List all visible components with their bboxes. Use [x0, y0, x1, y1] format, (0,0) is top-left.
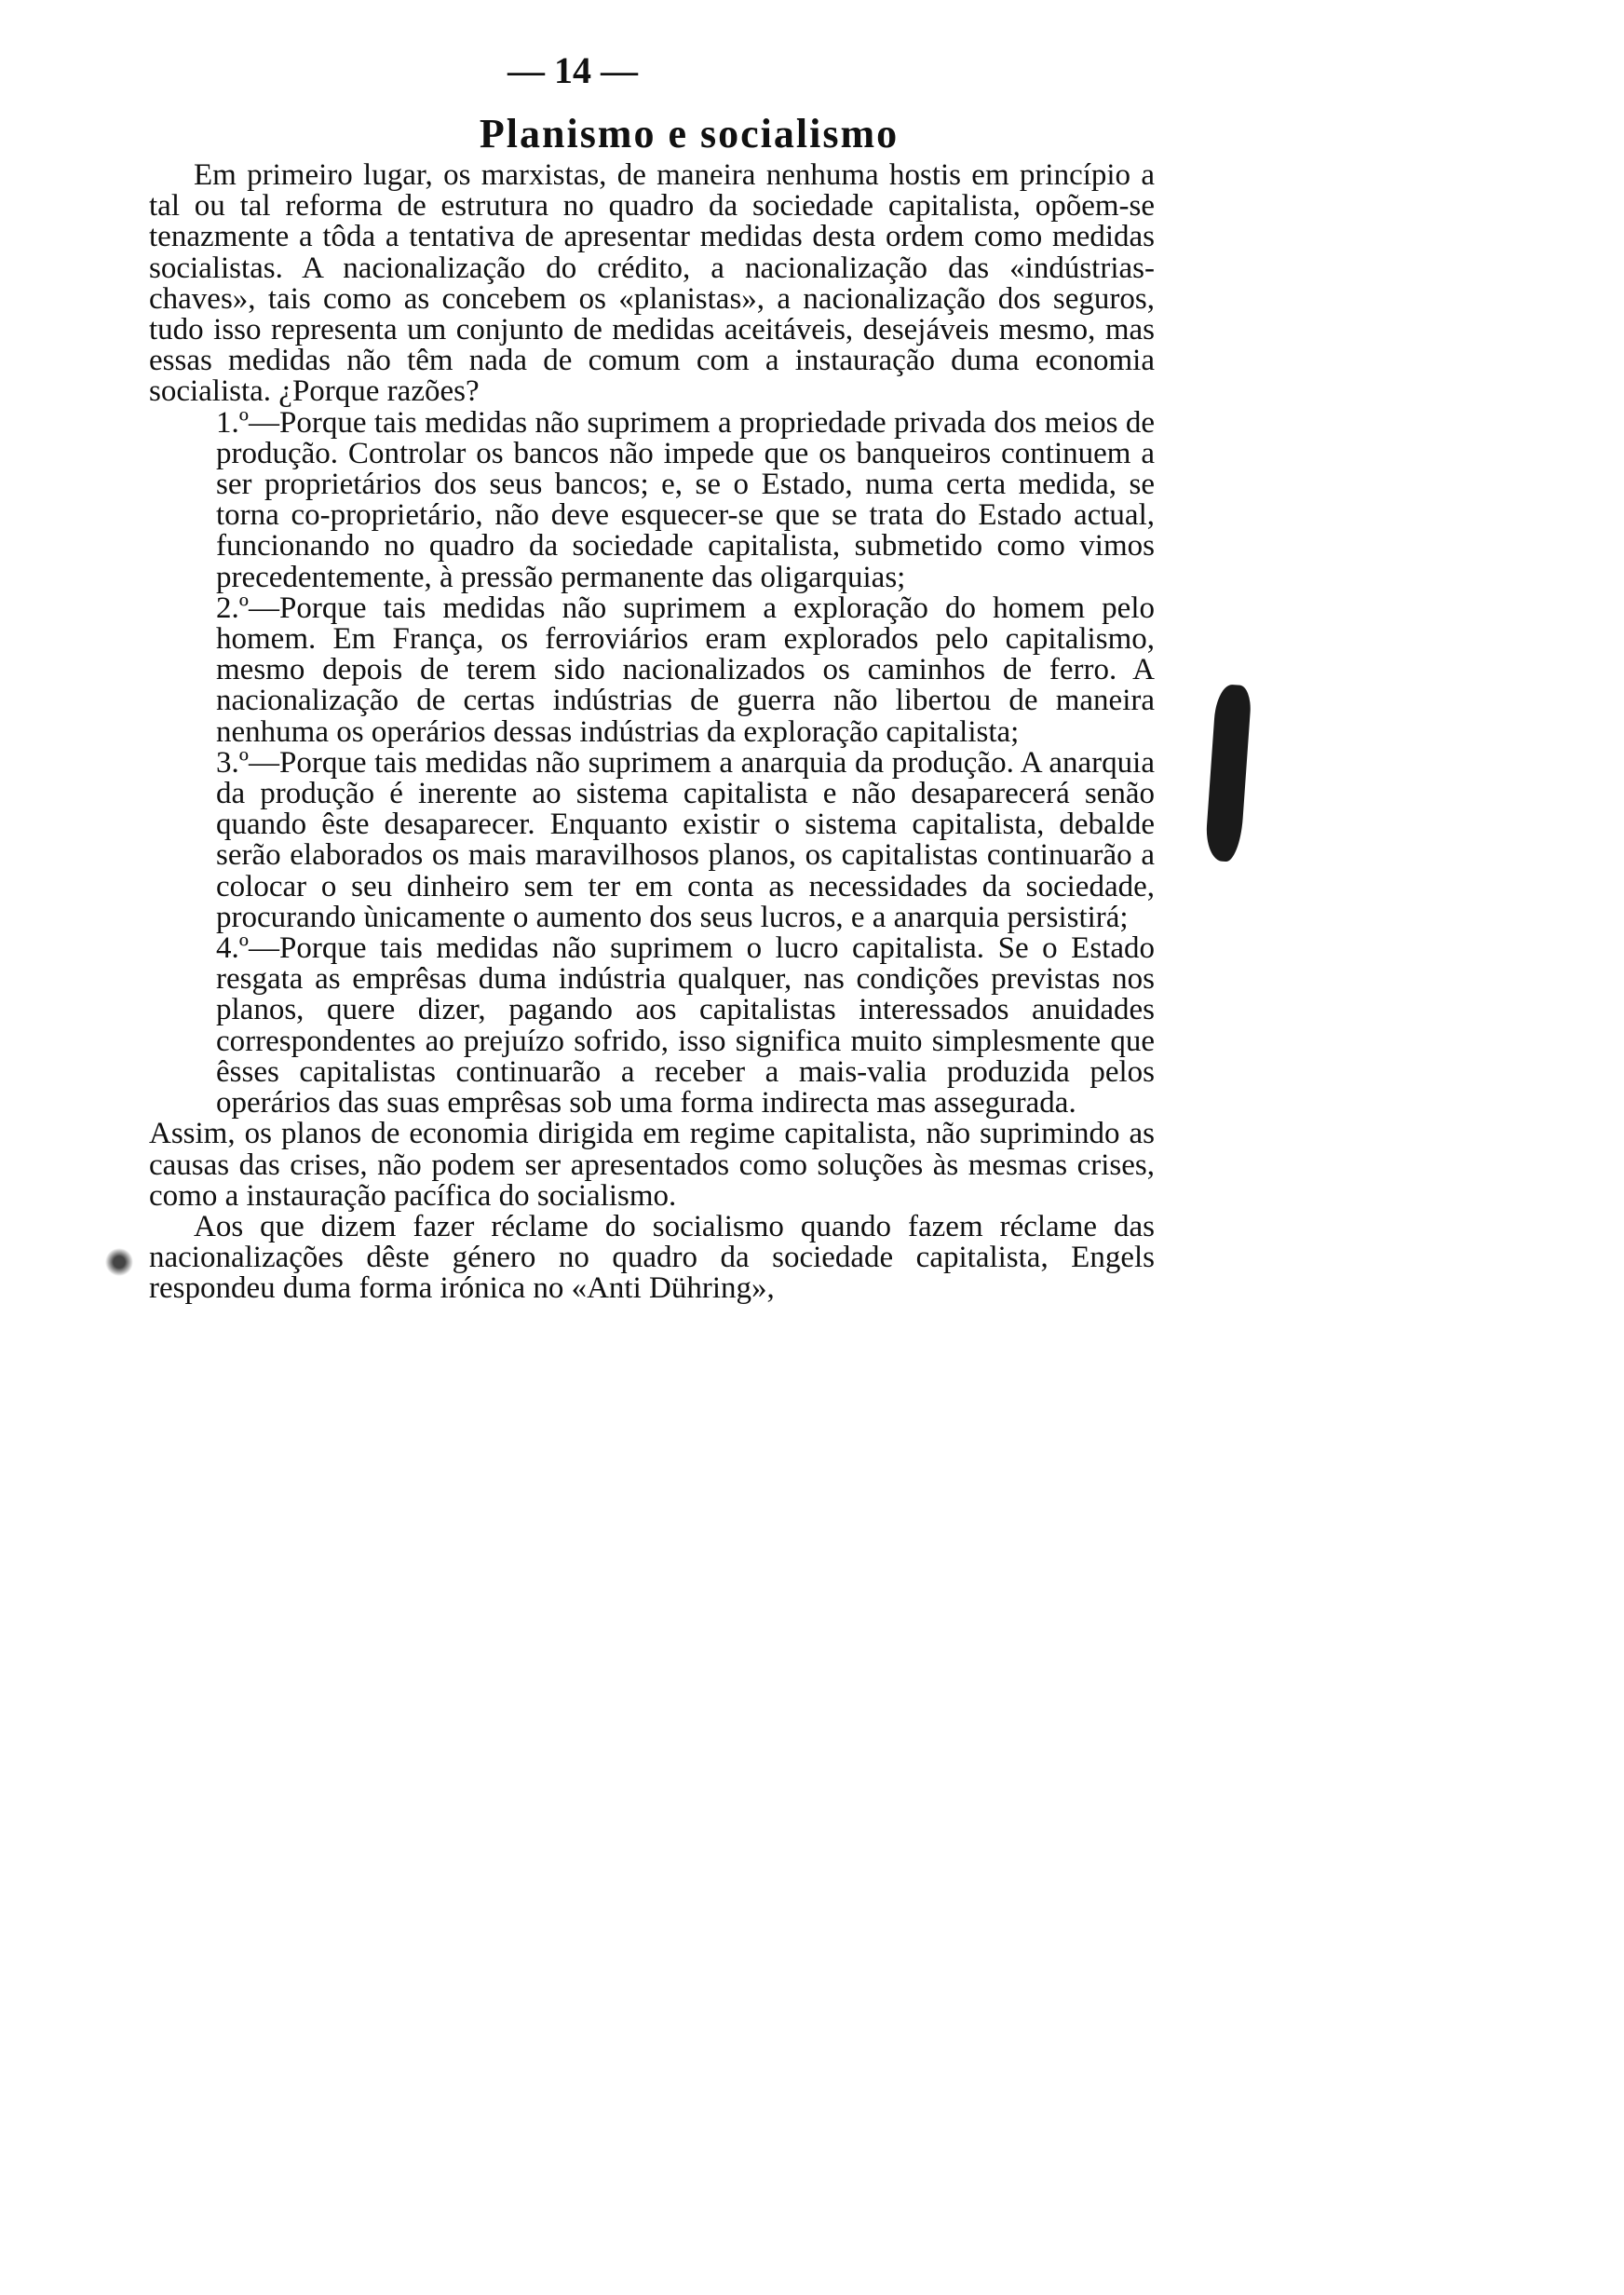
- list-item-4: 4.º—Porque tais medidas não suprimem o lucro capitalista. Se o Estado resgata as emprêsas duma indústria qualquer, nas condições previstas nos planos, quere dizer, pagando aos capitalistas interessados anuidades correspondentes ao prejuízo sofrido, isso significa muito simplesmente que êsses capitalistas continuarão a receber a mais-valia produzida pelos operários das suas emprêsas sob uma forma indirecta mas assegurada.: [216, 931, 1155, 1120]
- list-item-2: 2.º—Porque tais medidas não suprimem a exploração do homem pelo homem. Em França, os ferroviários eram explorados pelo capitalismo, mesmo depois de terem sido nacionalizados os caminhos de ferro. A nacionalização de certas indústrias de guerra não libertou de maneira nenhuma os operários dessas indústrias da exploração capitalista;: [216, 591, 1155, 749]
- page-number: — 14 —: [508, 49, 638, 91]
- ink-smudge: [1204, 684, 1252, 862]
- paragraph-conclusion: Assim, os planos de economia dirigida em regime capitalista, não suprimindo as causas das crises, não podem ser apresentados como soluções às mesmas crises, como a instauração pacífica do socialismo.: [149, 1117, 1155, 1213]
- paragraph-intro: Em primeiro lugar, os marxistas, de maneira nenhuma hostis em princípio a tal ou tal reforma de estrutura no quadro da sociedade capitalista, opõem-se tenazmente a tôda a tentativa de apresentar medidas desta ordem como medidas socialistas. A nacionalização do crédito, a nacionalização das «indústrias-chaves», tais como as concebem os «planistas», a nacionalização dos seguros, tudo isso representa um conjunto de medidas aceitáveis, desejáveis mesmo, mas essas medidas não têm nada de comum com a instauração duma economia socialista. ¿Porque razões?: [149, 158, 1155, 409]
- list-item-3: 3.º—Porque tais medidas não suprimem a anarquia da produção. A anarquia da produção é inerente ao sistema capitalista e não desaparecerá senão quando êste desaparecer. Enquanto existir o sistema capitalista, debalde serão elaborados os mais maravilhosos planos, os capitalistas continuarão a colocar o seu dinheiro sem ter em conta as necessidades da sociedade, procurando ùnicamente o aumento dos seus lucros, e a anarquia persistirá;: [216, 745, 1155, 934]
- paragraph-engels: Aos que dizem fazer réclame do socialismo quando fazem réclame das nacionalizações dêste género no quadro da sociedade capitalista, Engels respondeu duma forma irónica no «Anti Dühring»,: [149, 1209, 1155, 1306]
- list-item-1: 1.º—Porque tais medidas não suprimem a propriedade privada dos meios de produção. Controlar os bancos não impede que os banqueiros continuem a ser proprietários dos seus bancos; e, se o Estado, numa certa medida, se torna co-proprietário, não deve esquecer-se que se trata do Estado actual, funcionando no quadro da sociedade capitalista, submetido como vimos precedentemente, à pressão permanente das oligarquias;: [216, 405, 1155, 594]
- chapter-title: Planismo e socialismo: [479, 111, 900, 156]
- body-text: [149, 160, 1155, 1305]
- ink-speck: [101, 1248, 138, 1276]
